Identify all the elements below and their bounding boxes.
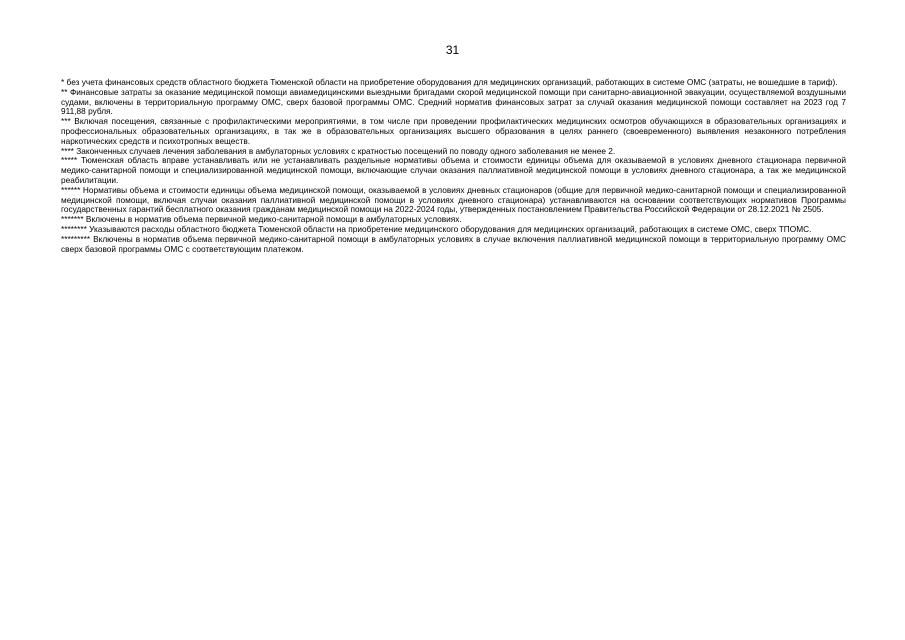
- footnote-1: * без учета финансовых средств областного бюджета Тюменской области на приобретение оборудования для медицинских организаций, работающих в системе ОМС (затраты, не вошедшие в тариф).: [61, 77, 838, 87]
- footnote-4: **** Законченных случаев лечения заболевания в амбулаторных условиях с кратностью посещений по поводу одного заболевания не менее 2.: [61, 145, 616, 156]
- footnote-9: ********* Включены в норматив объема первичной медико-санитарной помощи в амбулаторных условиях в случае включения паллиативной медицинской помощи в территориальную программу ОМС сверх базовой программы ОМС с соответствующим платежом.: [61, 233, 846, 254]
- footnote-6: ****** Нормативы объема и стоимости единицы объема медицинской помощи, оказываемой в условиях дневных стационаров (общие для первичной медико-санитарной помощи и специализированной медицинской помощи, включая случаи оказания паллиативной медицинской помощи в условиях дневного стационара) устанавливаются на основании соответствующих нормативов Программы государственных гарантий бесплатного оказания гражданам медицинской помощи на 2022-2024 годы, утвержденных постановлением Правительства Российской Федерации от 28.12.2021 № 2505.: [61, 184, 846, 215]
- footnotes-block: [61, 78, 846, 254]
- page-number: 31: [445, 43, 460, 57]
- footnote-2: ** Финансовые затраты за оказание медицинской помощи авиамедицинскими выездными бригадами скорой медицинской помощи при санитарно-авиационной эвакуации, осуществляемой воздушными судами, включены в территориальную программу ОМС, сверх базовой программы ОМС. Средний норматив финансовых затрат за случай оказания медицинской помощи составляет на 2023 год 7 911,88 рубля.: [61, 86, 846, 117]
- footnote-5: ***** Тюменская область вправе устанавливать или не устанавливать раздельные нормативы объема и стоимости единицы объема для оказываемой в условиях дневного стационара первичной медико-санитарной помощи и специализированной медицинской помощи, включающие случаи оказания паллиативной медицинской помощи в условиях дневного стационара, а так же медицинской реабилитации.: [61, 155, 846, 185]
- footnote-7: ******* Включены в норматив объема первичной медико-санитарной помощи в амбулаторных условиях.: [61, 214, 462, 225]
- footnote-3: *** Включая посещения, связанные с профилактическими мероприятиями, в том числе при проведении профилактических медицинских осмотров обучающихся в образовательных организациях и профессиональных образовательных организациях, в так же в образовательных организациях высшего образования в целях раннего (своевременного) выявления незаконного потребления наркотических средств и психотропных веществ.: [61, 116, 846, 146]
- footnote-8: ******** Указываются расходы областного бюджета Тюменской области на приобретение медицинского оборудования для медицинских организаций, работающих в системе ОМС, сверх ТПОМС.: [61, 223, 812, 234]
